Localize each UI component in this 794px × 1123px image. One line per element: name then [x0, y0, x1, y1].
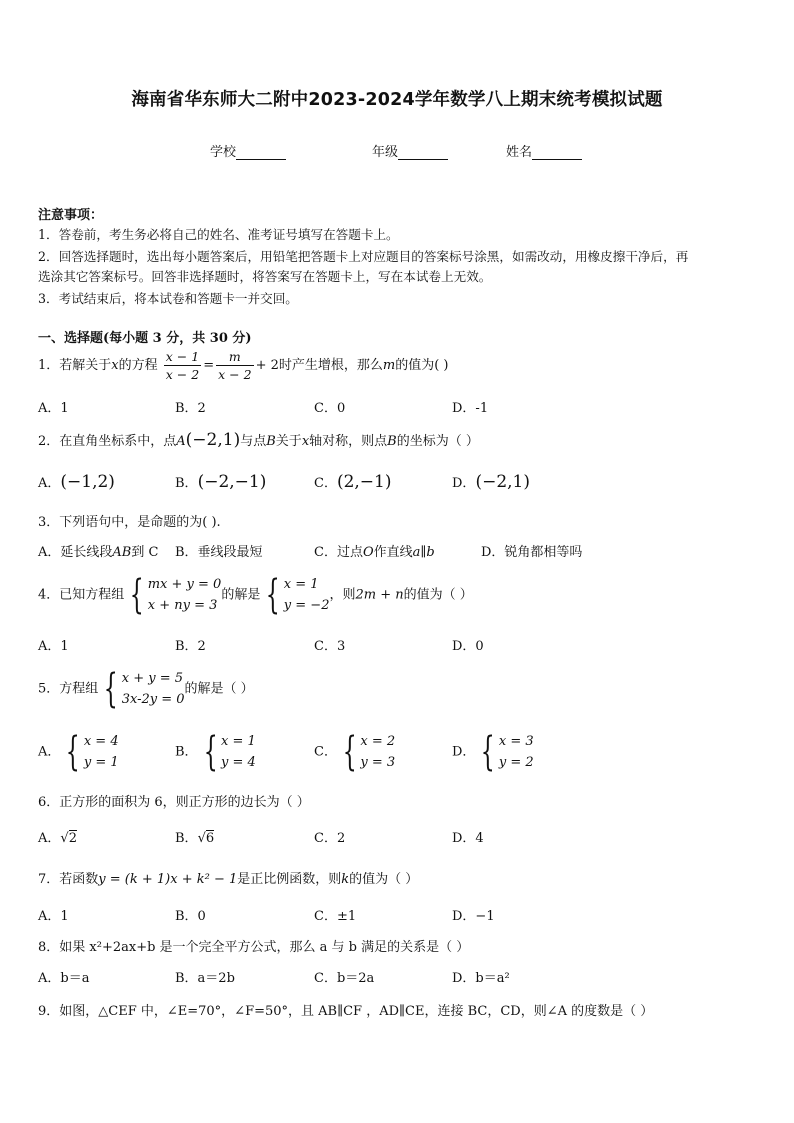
note-item: 1．答卷前，考生务必将自己的姓名、准考证号填写在答题卡上。 — [38, 227, 399, 242]
option-d[interactable]: D． { x = 3 y = 2 — [452, 729, 534, 775]
option-c[interactable]: C． { x = 2 y = 3 — [314, 729, 396, 775]
fraction: $\frac{m}{x - 2}$ — [218, 349, 252, 382]
grade-field: 年级 — [372, 141, 448, 160]
question-9: 9．如图，△CEF 中，∠E=70°，∠F=50°，且 AB∥CF ，AD∥CE，连接 BC，CD，则∠A 的度数是（ ） — [38, 1004, 654, 1019]
option-a[interactable]: A．√2 — [38, 831, 77, 846]
option-c[interactable]: C．(2,−1) — [314, 472, 392, 492]
option-d[interactable]: D．-1 — [452, 401, 489, 416]
option-d[interactable]: D．4 — [452, 831, 484, 846]
option-a[interactable]: A．b＝a — [38, 971, 90, 986]
question-7: 7．若函数y = (k + 1)x + k² − 1是正比例函数，则k的值为（ ） — [38, 872, 419, 887]
question-5: 5．方程组 { x + y = 5 3x-2y = 0 的解是（ ） — [38, 666, 254, 712]
option-a[interactable]: A．延长线段AB到 C — [38, 545, 159, 560]
fraction: $\frac{x - 1}{x - 2}$ — [165, 349, 200, 382]
option-c[interactable]: C．过点O作直线a∥b — [314, 545, 435, 560]
question-3: 3．下列语句中，是命题的为( ). — [38, 515, 221, 530]
option-a[interactable]: A．1 — [38, 639, 69, 654]
section-heading: 一、选择题(每小题 3 分，共 30 分) — [38, 331, 252, 346]
option-b[interactable]: B．2 — [175, 401, 206, 416]
notes-heading: 注意事项： — [38, 208, 104, 223]
option-a[interactable]: A． { x = 4 y = 1 — [38, 729, 119, 775]
name-blank — [532, 147, 582, 160]
option-c[interactable]: C．±1 — [314, 909, 357, 924]
option-d[interactable]: D．−1 — [452, 909, 495, 924]
option-c[interactable]: C．3 — [314, 639, 346, 654]
option-d[interactable]: D．(−2,1) — [452, 472, 530, 492]
option-b[interactable]: B．2 — [175, 639, 206, 654]
page-title: 海南省华东师大二附中2023-2024学年数学八上期末统考模拟试题 — [131, 90, 663, 110]
equation-system: { mx + y = 0 x + ny = 3 — [130, 572, 222, 618]
equation-system: { x + y = 5 3x-2y = 0 — [104, 666, 185, 712]
note-item: 3．考试结束后，将本试卷和答题卡一并交回。 — [38, 291, 298, 306]
option-b[interactable]: B．(−2,−1) — [175, 472, 267, 492]
option-b[interactable]: B．√6 — [175, 831, 215, 846]
option-c[interactable]: C．b＝2a — [314, 971, 375, 986]
question-8: 8．如果 x²+2ax+b 是一个完全平方公式，那么 a 与 b 满足的关系是（ ） — [38, 940, 470, 955]
option-d[interactable]: D．0 — [452, 639, 484, 654]
option-b[interactable]: B． { x = 1 y = 4 — [175, 729, 256, 775]
note-item: 选涂其它答案标号。回答非选择题时，将答案写在答题卡上，写在本试卷上无效。 — [38, 269, 492, 284]
option-c[interactable]: C．2 — [314, 831, 346, 846]
option-a[interactable]: A．1 — [38, 401, 69, 416]
option-a[interactable]: A．(−1,2) — [38, 472, 115, 492]
option-b[interactable]: B．垂线段最短 — [175, 545, 263, 560]
question-6: 6．正方形的面积为 6，则正方形的边长为（ ） — [38, 795, 310, 810]
option-c[interactable]: C．0 — [314, 401, 346, 416]
grade-blank — [398, 147, 448, 160]
school-field: 学校 — [210, 141, 286, 160]
solution-system: { x = 1 y = −2 — [266, 572, 330, 618]
note-item: 2．回答选择题时，选出每小题答案后，用铅笔把答题卡上对应题目的答案标号涂黑，如需改动，用橡皮擦干净后，再 — [38, 249, 689, 264]
option-b[interactable]: B．0 — [175, 909, 206, 924]
name-field: 姓名 — [506, 141, 582, 160]
question-4: 4．已知方程组 { mx + y = 0 x + ny = 3 的解是 { x = 1 y = −2 ，则2m + n的值为（ ） — [38, 572, 473, 618]
school-blank — [236, 147, 286, 160]
sqrt-sign: √ — [197, 831, 206, 846]
option-a[interactable]: A．1 — [38, 909, 69, 924]
option-b[interactable]: B．a＝2b — [175, 971, 235, 986]
option-d[interactable]: D．锐角都相等吗 — [481, 545, 583, 560]
question-2: 2．在直角坐标系中，点A(−2,1)与点B关于x轴对称，则点B的坐标为（ ） — [38, 430, 479, 450]
sqrt-sign: √ — [60, 831, 69, 846]
question-1: 1．若解关于x的方程 $\frac{x - 1}{x - 2}$ = $\frac{m}{x - 2}$ + 2时产生增根，那么m的值为( ) — [38, 349, 449, 382]
option-d[interactable]: D．b＝a² — [452, 971, 510, 986]
